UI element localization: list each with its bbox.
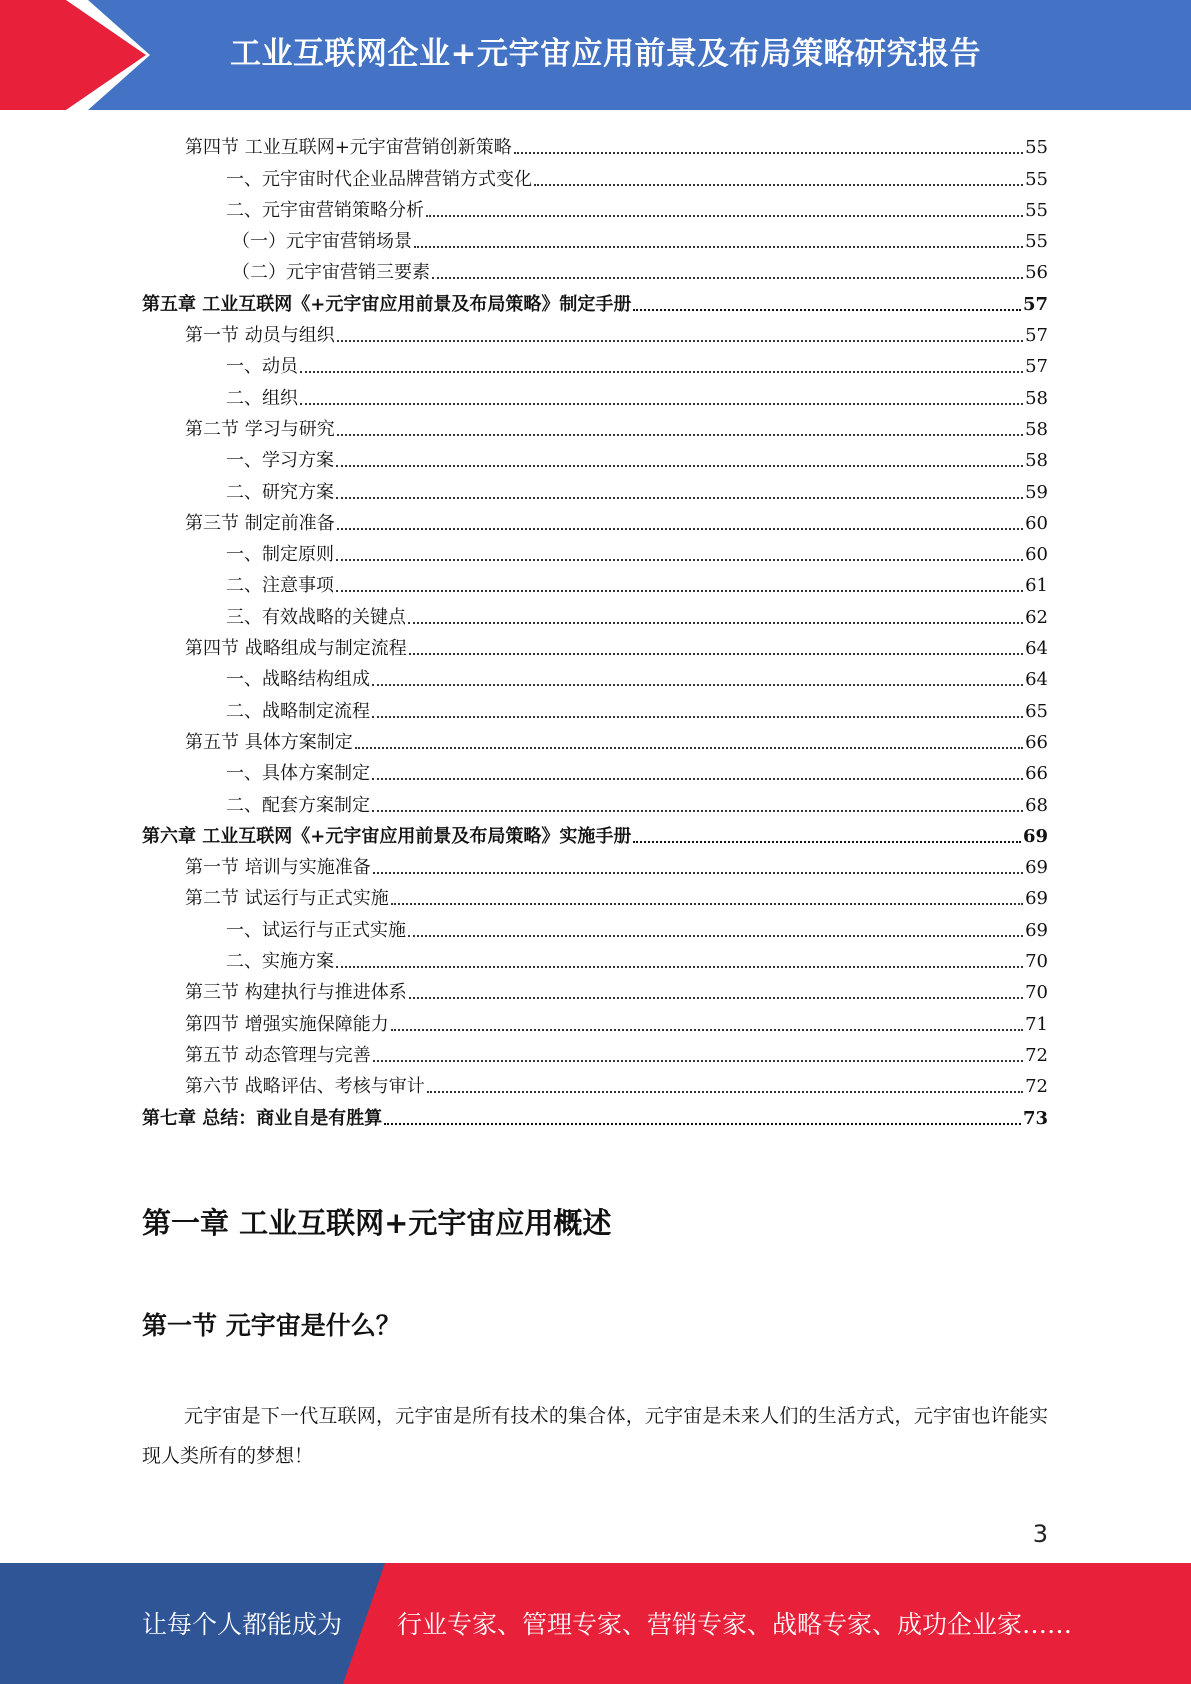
toc-entry-page: 62 bbox=[1025, 606, 1048, 628]
section-heading: 第一节 元宇宙是什么？ bbox=[142, 1311, 401, 1340]
toc-dot-leader bbox=[514, 152, 1023, 154]
toc-entry[interactable] bbox=[142, 942, 1048, 973]
toc-entry-page: 57 bbox=[1022, 293, 1048, 315]
toc-dot-leader bbox=[426, 215, 1023, 217]
toc-entry-page: 69 bbox=[1022, 825, 1048, 847]
toc-entry[interactable] bbox=[142, 253, 1048, 284]
toc-entry-page: 64 bbox=[1025, 638, 1048, 660]
toc-entry-label: 第五章 工业互联网《+元宇宙应用前景及布局策略》制定手册 bbox=[142, 293, 632, 315]
footer-slogan-left: 让每个人都能成为 bbox=[142, 1610, 343, 1639]
toc-dot-leader bbox=[337, 434, 1023, 436]
report-title: 工业互联网企业+元宇宙应用前景及布局策略研究报告 bbox=[230, 36, 981, 72]
toc-entry-label: 二、组织 bbox=[226, 387, 298, 409]
toc-entry[interactable] bbox=[142, 347, 1048, 378]
toc-entry-label: 第三节 构建执行与推进体系 bbox=[185, 982, 407, 1004]
toc-entry-label: 二、配套方案制定 bbox=[226, 794, 370, 816]
toc-entry[interactable] bbox=[142, 754, 1048, 785]
toc-entry-page: 57 bbox=[1025, 356, 1048, 378]
toc-entry-page: 58 bbox=[1025, 387, 1048, 409]
footer-slogan-right: 行业专家、管理专家、营销专家、战略专家、成功企业家…… bbox=[397, 1610, 1073, 1639]
toc-entry[interactable] bbox=[142, 159, 1048, 190]
toc-entry-page: 70 bbox=[1025, 951, 1048, 973]
table-of-contents bbox=[142, 128, 1048, 1130]
toc-entry-page: 61 bbox=[1025, 575, 1048, 597]
toc-dot-leader bbox=[427, 1091, 1023, 1093]
toc-entry[interactable] bbox=[142, 472, 1048, 503]
toc-dot-leader bbox=[373, 1060, 1023, 1062]
toc-entry[interactable] bbox=[142, 629, 1048, 660]
page-header bbox=[0, 0, 1191, 110]
toc-entry-label: 一、动员 bbox=[226, 356, 298, 378]
toc-entry-label: 第三节 制定前准备 bbox=[185, 512, 335, 534]
toc-entry-page: 55 bbox=[1025, 231, 1048, 253]
toc-entry[interactable] bbox=[142, 1098, 1048, 1129]
toc-entry-page: 69 bbox=[1025, 888, 1048, 910]
toc-dot-leader bbox=[534, 184, 1023, 186]
toc-entry-page: 58 bbox=[1025, 418, 1048, 440]
toc-entry-page: 60 bbox=[1025, 512, 1048, 534]
toc-entry[interactable] bbox=[142, 504, 1048, 535]
toc-entry-page: 66 bbox=[1025, 763, 1048, 785]
toc-dot-leader bbox=[408, 622, 1023, 624]
toc-entry-label: 第七章 总结：商业自是有胜算 bbox=[142, 1107, 383, 1129]
toc-dot-leader bbox=[414, 246, 1023, 248]
toc-entry-page: 64 bbox=[1025, 669, 1048, 691]
toc-entry[interactable] bbox=[142, 910, 1048, 941]
toc-dot-leader bbox=[409, 997, 1023, 999]
toc-dot-leader bbox=[391, 903, 1023, 905]
toc-entry-label: 第六节 战略评估、考核与审计 bbox=[185, 1076, 425, 1098]
toc-entry-label: 第五节 动态管理与完善 bbox=[185, 1044, 371, 1066]
toc-dot-leader bbox=[336, 966, 1023, 968]
toc-entry-label: 第四节 增强实施保障能力 bbox=[185, 1013, 389, 1035]
toc-dot-leader bbox=[391, 1029, 1023, 1031]
toc-entry[interactable] bbox=[142, 284, 1048, 315]
toc-dot-leader bbox=[336, 590, 1023, 592]
toc-entry[interactable] bbox=[142, 879, 1048, 910]
toc-entry-label: 一、战略结构组成 bbox=[226, 669, 370, 691]
toc-entry-label: 第四节 战略组成与制定流程 bbox=[185, 638, 407, 660]
toc-entry-page: 57 bbox=[1025, 325, 1048, 347]
toc-entry-label: 三、有效战略的关键点 bbox=[226, 606, 406, 628]
toc-entry[interactable] bbox=[142, 691, 1048, 722]
toc-entry-page: 55 bbox=[1025, 199, 1048, 221]
toc-entry-page: 60 bbox=[1025, 544, 1048, 566]
toc-entry[interactable] bbox=[142, 597, 1048, 628]
toc-entry-label: 一、试运行与正式实施 bbox=[226, 919, 406, 941]
toc-dot-leader bbox=[337, 340, 1023, 342]
toc-dot-leader bbox=[372, 716, 1023, 718]
toc-entry-label: 第六章 工业互联网《+元宇宙应用前景及布局策略》实施手册 bbox=[142, 825, 632, 847]
toc-entry-label: 二、实施方案 bbox=[226, 951, 334, 973]
toc-entry-label: 二、元宇宙营销策略分析 bbox=[226, 199, 424, 221]
toc-dot-leader bbox=[300, 403, 1023, 405]
toc-dot-leader bbox=[409, 653, 1023, 655]
page-footer bbox=[0, 1563, 1191, 1684]
toc-dot-leader bbox=[355, 747, 1023, 749]
toc-entry-page: 66 bbox=[1025, 731, 1048, 753]
toc-dot-leader bbox=[372, 684, 1023, 686]
toc-dot-leader bbox=[337, 528, 1023, 530]
toc-entry[interactable] bbox=[142, 566, 1048, 597]
toc-entry-page: 69 bbox=[1025, 857, 1048, 879]
toc-entry[interactable] bbox=[142, 1036, 1048, 1067]
toc-entry-label: 第一节 培训与实施准备 bbox=[185, 857, 371, 879]
toc-entry-label: 一、元宇宙时代企业品牌营销方式变化 bbox=[226, 168, 532, 190]
toc-entry[interactable] bbox=[142, 535, 1048, 566]
toc-entry-page: 72 bbox=[1025, 1076, 1048, 1098]
toc-entry[interactable] bbox=[142, 378, 1048, 409]
toc-entry-label: 一、具体方案制定 bbox=[226, 763, 370, 785]
toc-entry-label: （一）元宇宙营销场景 bbox=[232, 231, 412, 253]
toc-entry-label: 第五节 具体方案制定 bbox=[185, 731, 353, 753]
toc-dot-leader bbox=[633, 841, 1021, 843]
toc-entry[interactable] bbox=[142, 660, 1048, 691]
toc-entry[interactable] bbox=[142, 128, 1048, 159]
toc-entry-page: 59 bbox=[1025, 481, 1048, 503]
toc-entry[interactable] bbox=[142, 410, 1048, 441]
toc-entry-page: 58 bbox=[1025, 450, 1048, 472]
toc-entry[interactable] bbox=[142, 817, 1048, 848]
toc-entry[interactable] bbox=[142, 1004, 1048, 1035]
toc-entry-page: 70 bbox=[1025, 982, 1048, 1004]
toc-entry-page: 71 bbox=[1025, 1013, 1048, 1035]
toc-dot-leader bbox=[336, 465, 1023, 467]
toc-entry-label: 一、学习方案 bbox=[226, 450, 334, 472]
toc-dot-leader bbox=[633, 309, 1021, 311]
toc-dot-leader bbox=[372, 810, 1023, 812]
toc-dot-leader bbox=[432, 277, 1023, 279]
toc-entry-page: 68 bbox=[1025, 794, 1048, 816]
toc-dot-leader bbox=[336, 497, 1023, 499]
toc-dot-leader bbox=[373, 872, 1023, 874]
toc-dot-leader bbox=[384, 1123, 1021, 1125]
page-number: 3 bbox=[1032, 1520, 1048, 1548]
toc-entry[interactable] bbox=[142, 973, 1048, 1004]
toc-entry-label: 第二节 试运行与正式实施 bbox=[185, 888, 389, 910]
toc-entry[interactable] bbox=[142, 1067, 1048, 1098]
toc-entry-page: 65 bbox=[1025, 700, 1048, 722]
toc-entry-label: 第四节 工业互联网+元宇宙营销创新策略 bbox=[185, 137, 512, 159]
toc-entry-page: 69 bbox=[1025, 919, 1048, 941]
toc-entry[interactable] bbox=[142, 441, 1048, 472]
toc-entry[interactable] bbox=[142, 723, 1048, 754]
toc-dot-leader bbox=[408, 935, 1023, 937]
body-paragraph: 元宇宙是下一代互联网，元宇宙是所有技术的集合体，元宇宙是未来人们的生活方式，元宇宙也许能实现人类所有的梦想！ bbox=[142, 1405, 1048, 1467]
toc-entry-page: 55 bbox=[1025, 168, 1048, 190]
toc-entry-label: 第二节 学习与研究 bbox=[185, 418, 335, 440]
toc-entry-label: 一、制定原则 bbox=[226, 544, 334, 566]
toc-entry[interactable] bbox=[142, 785, 1048, 816]
toc-entry-page: 73 bbox=[1022, 1107, 1048, 1129]
toc-entry-label: 第一节 动员与组织 bbox=[185, 325, 335, 347]
toc-entry[interactable] bbox=[142, 191, 1048, 222]
toc-entry[interactable] bbox=[142, 222, 1048, 253]
toc-dot-leader bbox=[372, 778, 1023, 780]
toc-entry-label: （二）元宇宙营销三要素 bbox=[232, 262, 430, 284]
toc-entry[interactable] bbox=[142, 316, 1048, 347]
toc-entry-label: 二、注意事项 bbox=[226, 575, 334, 597]
toc-entry-page: 72 bbox=[1025, 1044, 1048, 1066]
toc-entry-label: 二、研究方案 bbox=[226, 481, 334, 503]
toc-entry[interactable] bbox=[142, 848, 1048, 879]
toc-entry-page: 55 bbox=[1025, 137, 1048, 159]
toc-entry-page: 56 bbox=[1025, 262, 1048, 284]
toc-entry-label: 二、战略制定流程 bbox=[226, 700, 370, 722]
toc-dot-leader bbox=[336, 559, 1023, 561]
toc-dot-leader bbox=[300, 371, 1023, 373]
chapter-heading: 第一章 工业互联网+元宇宙应用概述 bbox=[142, 1206, 612, 1240]
